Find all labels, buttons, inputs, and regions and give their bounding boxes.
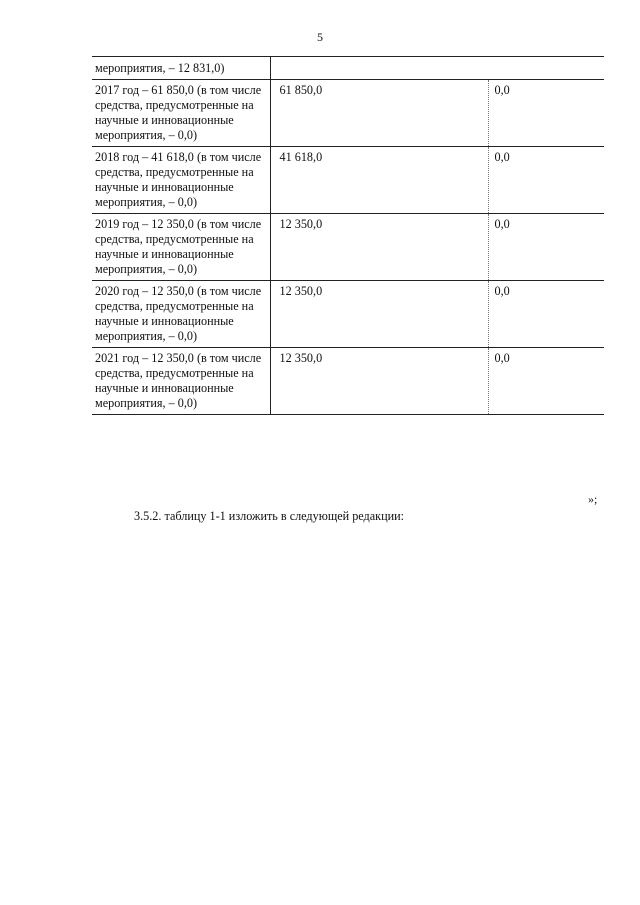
table-cell-total — [270, 57, 488, 80]
table-cell-description: 2017 год – 61 850,0 (в том числе средства, предусмотренные на научные и инновационные мероприятия, – 0,0) — [92, 80, 270, 147]
table-cell-innovation: 0,0 — [488, 80, 604, 147]
table-cell-innovation: 0,0 — [488, 348, 604, 415]
amendment-paragraph: 3.5.2. таблицу 1-1 изложить в следующей редакции: — [134, 509, 405, 523]
table-row — [92, 147, 604, 214]
table-row — [92, 348, 604, 415]
table-cell-description: 2021 год – 12 350,0 (в том числе средства, предусмотренные на научные и инновационные мероприятия, – 0,0) — [92, 348, 270, 415]
table-cell-description: мероприятия, – 12 831,0) — [92, 57, 270, 80]
table-cell-innovation: 0,0 — [488, 281, 604, 348]
table-row — [92, 214, 604, 281]
table-cell-total: 12 350,0 — [270, 281, 488, 348]
table-row — [92, 57, 604, 80]
budget-table — [92, 56, 604, 415]
table-row — [92, 80, 604, 147]
table-cell-innovation: 0,0 — [488, 214, 604, 281]
table-cell-innovation: 0,0 — [488, 147, 604, 214]
table-cell-innovation — [488, 57, 604, 80]
page-number: 5 — [317, 30, 323, 44]
table-cell-total: 41 618,0 — [270, 147, 488, 214]
closing-quote-mark: »; — [588, 492, 598, 506]
budget-table-body — [92, 57, 604, 415]
table-cell-description: 2019 год – 12 350,0 (в том числе средства, предусмотренные на научные и инновационные мероприятия, – 0,0) — [92, 214, 270, 281]
table-row — [92, 281, 604, 348]
table-cell-description: 2018 год – 41 618,0 (в том числе средства, предусмотренные на научные и инновационные мероприятия, – 0,0) — [92, 147, 270, 214]
table-cell-total: 12 350,0 — [270, 214, 488, 281]
table-cell-description: 2020 год – 12 350,0 (в том числе средства, предусмотренные на научные и инновационные мероприятия, – 0,0) — [92, 281, 270, 348]
table-cell-total: 12 350,0 — [270, 348, 488, 415]
table-cell-total: 61 850,0 — [270, 80, 488, 147]
